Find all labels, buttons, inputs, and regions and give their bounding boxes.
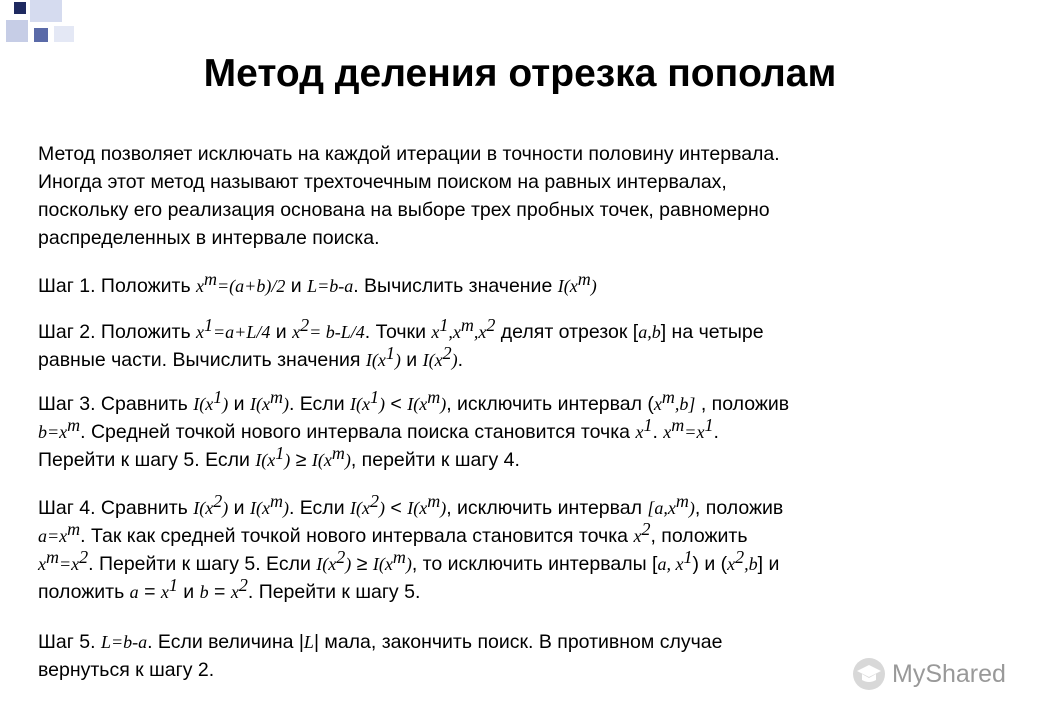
- math: ): [378, 394, 385, 414]
- page-title: Метод деления отрезка пополам: [203, 52, 837, 95]
- text-run: . Вычислить значение: [353, 275, 558, 297]
- text-run: ≥: [290, 449, 312, 471]
- math: ): [394, 350, 401, 370]
- text-run: . Так как средней точкой нового интервала становится точка: [80, 525, 634, 547]
- deco-square: [6, 20, 28, 42]
- text-run: Шаг 3. Сравнить: [38, 393, 194, 415]
- step-1-line: [38, 269, 1028, 300]
- math: ): [451, 350, 458, 370]
- deco-square: [14, 2, 26, 14]
- step-3-line: [38, 443, 1028, 474]
- math-sup: 1: [168, 575, 178, 595]
- math: ,b]: [674, 394, 696, 414]
- step-2-line: [38, 343, 1028, 374]
- math: x: [431, 322, 440, 342]
- math-sup: m: [427, 491, 441, 511]
- math-sup: 1: [204, 315, 214, 335]
- math: I(x: [372, 554, 393, 574]
- math: x: [38, 554, 46, 574]
- math: a, x: [657, 554, 684, 574]
- text-run: делят отрезок [: [495, 321, 639, 343]
- text-run: .: [713, 421, 719, 443]
- math: =a+L/4: [213, 322, 271, 342]
- math: I(x: [193, 498, 214, 518]
- math: I(x: [249, 498, 270, 518]
- text-run: . Перейти к шагу 5. Если: [88, 553, 317, 575]
- math: I(x: [350, 394, 370, 414]
- text-run: . Средней точкой нового интервала поиска становится точка: [80, 421, 636, 443]
- math: I(x: [249, 394, 270, 414]
- math-sup: 1: [439, 315, 449, 335]
- math-sup: 1: [369, 387, 379, 407]
- math-sup: 1: [683, 547, 693, 567]
- math: ,x: [448, 322, 461, 342]
- text-run: . Перейти к шагу 5.: [247, 581, 421, 603]
- math-sup: m: [204, 269, 218, 289]
- math: I(x: [407, 498, 428, 518]
- math: =x: [684, 422, 705, 442]
- math: ): [282, 498, 289, 518]
- text-run: , положив: [694, 497, 784, 519]
- deco-square: [54, 26, 74, 42]
- math: I(x: [557, 276, 578, 296]
- math: =(a+b)/2: [217, 276, 286, 296]
- math-sup: m: [67, 415, 81, 435]
- math: ): [590, 276, 597, 296]
- text-run: .: [457, 349, 464, 371]
- intro-line: поскольку его реализация основана на выборе трех пробных точек, равномерно: [38, 199, 770, 221]
- math-sup: 2: [79, 547, 89, 567]
- math-sup: 2: [213, 491, 223, 511]
- text-run: =: [208, 581, 231, 603]
- math-sup: m: [671, 415, 685, 435]
- math: ): [282, 394, 289, 414]
- math: = b-L/4: [309, 322, 365, 342]
- math-sup: 1: [275, 443, 285, 463]
- math-sup: 2: [238, 575, 248, 595]
- math: I(x: [193, 394, 214, 414]
- math: ): [222, 394, 229, 414]
- math: x: [196, 322, 205, 342]
- text-run: и: [400, 349, 423, 371]
- math-sup: 1: [704, 415, 714, 435]
- step-4-line: [38, 547, 1028, 578]
- math-sup: m: [46, 547, 59, 567]
- deco-square: [30, 0, 62, 22]
- step-3-line: [38, 415, 1028, 446]
- math: x: [653, 394, 662, 414]
- math: x: [230, 582, 239, 602]
- math-sup: m: [427, 387, 441, 407]
- math: I(x: [422, 350, 443, 370]
- text-run: | мала, закончить поиск. В противном случае: [313, 631, 723, 653]
- corner-decoration: [0, 0, 120, 60]
- text-run: и: [228, 497, 250, 519]
- math-sup: m: [661, 387, 675, 407]
- math: L=b-a: [307, 276, 354, 296]
- math: x: [633, 526, 642, 546]
- text-run: равные части. Вычислить значения: [38, 349, 366, 371]
- text-run: ) и (: [692, 553, 728, 575]
- watermark-text: MyShared: [892, 659, 1006, 688]
- math-sup: m: [675, 491, 689, 511]
- text-run: . Если величина |: [147, 631, 304, 653]
- math-sup: m: [269, 387, 283, 407]
- text-run: , то исключить интервалы [: [411, 553, 658, 575]
- math: L: [303, 632, 314, 652]
- math: [a,x: [647, 498, 676, 518]
- text-run: положить: [38, 581, 130, 603]
- text-run: =: [138, 581, 161, 603]
- text-run: ≥: [351, 553, 373, 575]
- step-4-line: [38, 519, 1028, 550]
- watermark: [852, 656, 1006, 692]
- math: I(x: [255, 450, 276, 470]
- text-run: и: [270, 321, 293, 343]
- math: ,x: [473, 322, 487, 342]
- step-3-line: [38, 387, 1028, 418]
- text-run: Шаг 2. Положить: [38, 321, 197, 343]
- intro-line: распределенных в интервале поиска.: [38, 227, 380, 249]
- math: I(x: [350, 498, 370, 518]
- text-run: , исключить интервал (: [446, 393, 654, 415]
- math: x: [292, 322, 301, 342]
- math-sup: m: [331, 443, 345, 463]
- math-sup: 2: [641, 519, 651, 539]
- math: I(x: [316, 554, 337, 574]
- math: b: [199, 582, 209, 602]
- math: L=b-a: [100, 632, 148, 652]
- text-run: Шаг 5.: [38, 631, 101, 653]
- math: x: [727, 554, 736, 574]
- text-run: <: [384, 497, 408, 519]
- text-run: Шаг 1. Положить: [38, 275, 197, 297]
- math-sup: 2: [300, 315, 310, 335]
- math: ): [378, 498, 385, 518]
- text-run: .: [652, 421, 664, 443]
- math: ): [284, 450, 291, 470]
- math: ): [688, 498, 695, 518]
- text-run: Шаг 4. Сравнить: [38, 497, 194, 519]
- math: I(x: [407, 394, 428, 414]
- text-run: , положить: [650, 525, 748, 547]
- text-run: , исключить интервал: [446, 497, 648, 519]
- math-sup: m: [460, 315, 474, 335]
- text-run: и: [285, 275, 308, 297]
- text-run: вернуться к шагу 2.: [38, 659, 215, 681]
- math: x: [635, 422, 644, 442]
- math: a=x: [38, 526, 68, 546]
- text-run: , положив: [695, 393, 790, 415]
- text-run: . Если: [288, 497, 350, 519]
- math: ): [344, 450, 351, 470]
- math-sup: 2: [442, 343, 452, 363]
- step-4-line: [38, 575, 1028, 606]
- text-run: ] на четыре: [660, 321, 764, 343]
- math: ): [405, 554, 412, 574]
- math-sup: 1: [385, 343, 395, 363]
- text-run: Перейти к шагу 5. Если: [38, 449, 256, 471]
- step-2-line: [38, 315, 1028, 346]
- math: =x: [59, 554, 80, 574]
- text-run: , перейти к шагу 4.: [350, 449, 520, 471]
- text-run: . Точки: [364, 321, 432, 343]
- math-sup: m: [269, 491, 283, 511]
- mortarboard-icon: [852, 657, 886, 691]
- text-run: . Если: [288, 393, 350, 415]
- math: a: [129, 582, 139, 602]
- math: x: [663, 422, 672, 442]
- math-sup: 2: [336, 547, 346, 567]
- math-sup: 2: [369, 491, 379, 511]
- math: ): [345, 554, 352, 574]
- math: I(x: [365, 350, 386, 370]
- math: ): [440, 498, 447, 518]
- math: x: [196, 276, 205, 296]
- math-sup: 2: [486, 315, 496, 335]
- text-run: и: [177, 581, 200, 603]
- text-run: и: [228, 393, 250, 415]
- math: b=x: [38, 422, 68, 442]
- math: ): [440, 394, 447, 414]
- math: ): [222, 498, 229, 518]
- deco-square: [34, 28, 48, 42]
- math-sup: m: [577, 269, 591, 289]
- math: I(x: [311, 450, 332, 470]
- math: x: [160, 582, 169, 602]
- math-sup: 1: [213, 387, 223, 407]
- intro-line: Иногда этот метод называют трехточечным поиском на равных интервалах,: [38, 171, 727, 193]
- step-4-line: [38, 491, 1028, 522]
- math: a,b: [638, 322, 661, 342]
- math-sup: 1: [643, 415, 653, 435]
- math: ,b: [744, 554, 758, 574]
- text-run: <: [384, 393, 408, 415]
- intro-line: Метод позволяет исключать на каждой итерации в точности половину интервала.: [38, 143, 780, 165]
- text-run: ] и: [757, 553, 780, 575]
- math-sup: m: [67, 519, 81, 539]
- math-sup: m: [392, 547, 406, 567]
- step-5-line: [38, 628, 1028, 656]
- math-sup: 2: [735, 547, 745, 567]
